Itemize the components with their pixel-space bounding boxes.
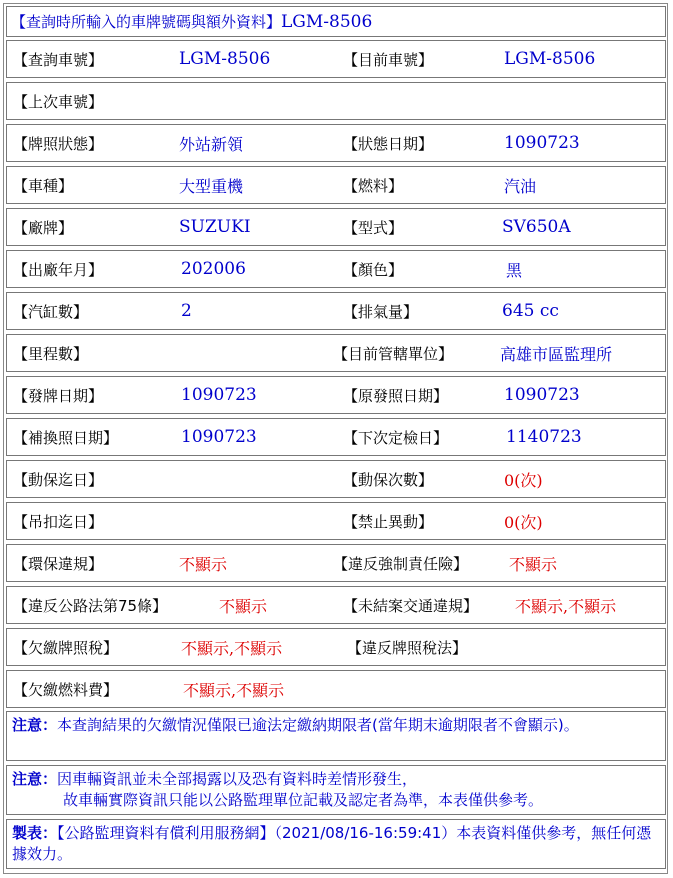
open-traffic-violation-label: 【未結案交通違規】 [343, 596, 479, 615]
row-mileage-office [6, 334, 666, 372]
vehicle-type-value: 大型重機 [179, 176, 244, 196]
row-type-fuel [6, 166, 666, 204]
color-label: 【顏色】 [343, 260, 404, 279]
unpaid-license-tax-value: 不顯示,不顯示 [181, 638, 283, 658]
query-plate-label: 【查詢車號】 [13, 50, 104, 69]
license-tax-violation-label: 【違反牌照稅法】 [347, 638, 468, 657]
issue-date-label: 【發牌日期】 [13, 386, 104, 405]
insurance-violation-label: 【違反強制責任險】 [333, 554, 469, 573]
row-previous-plate [6, 82, 666, 120]
current-plate-label: 【目前車號】 [343, 50, 434, 69]
footer-label: 製表： [12, 824, 58, 842]
current-plate-value: LGM-8506 [504, 49, 596, 69]
reissue-date-label: 【補換照日期】 [13, 428, 119, 447]
env-violation-label: 【環保違規】 [13, 554, 104, 573]
model-label: 【型式】 [343, 218, 404, 237]
office-value: 高雄市區監理所 [500, 344, 613, 364]
query-plate-value: LGM-8506 [179, 49, 271, 69]
note-disclaimer [6, 765, 666, 815]
lien-until-label: 【動保迄日】 [13, 470, 104, 489]
displacement-value: 645 cc [502, 301, 559, 321]
cylinders-label: 【汽缸數】 [13, 302, 89, 321]
note2-line1: 因車輛資訊並未全部揭露以及恐有資料時差情形發生， [57, 770, 418, 788]
row-make-model [6, 208, 666, 246]
make-value: SUZUKI [179, 217, 251, 237]
unpaid-fuel-fee-value: 不顯示,不顯示 [183, 680, 285, 700]
revoked-until-label: 【吊扣迄日】 [13, 512, 104, 531]
art75-violation-label: 【違反公路法第75條】 [13, 596, 168, 615]
transfer-banned-label: 【禁止異動】 [343, 512, 434, 531]
plate-status-label: 【牌照狀態】 [13, 134, 104, 153]
transfer-banned-value: 0(次) [504, 512, 543, 532]
row-revoked [6, 502, 666, 540]
row-reissue-inspection [6, 418, 666, 456]
cylinders-value: 2 [181, 301, 192, 321]
row-fuel-fee [6, 670, 666, 708]
unpaid-fuel-fee-label: 【欠繳燃料費】 [13, 680, 119, 699]
env-violation-value: 不顯示 [179, 554, 228, 574]
row-cyl-disp [6, 292, 666, 330]
plate-status-value: 外站新領 [179, 134, 244, 154]
insurance-violation-value: 不顯示 [509, 554, 558, 574]
note2-label: 注意： [12, 770, 58, 788]
header-plate: LGM-8506 [281, 11, 373, 32]
next-inspection-value: 1140723 [506, 427, 582, 447]
header-row [6, 6, 666, 37]
vehicle-type-label: 【車種】 [13, 176, 74, 195]
reissue-date-value: 1090723 [181, 427, 257, 447]
previous-plate-label: 【上次車號】 [13, 92, 104, 111]
row-lien [6, 460, 666, 498]
row-issue-dates [6, 376, 666, 414]
make-label: 【廠牌】 [13, 218, 74, 237]
color-value: 黑 [506, 260, 523, 280]
lien-count-label: 【動保次數】 [343, 470, 434, 489]
status-date-value: 1090723 [504, 133, 580, 153]
note-overdue [6, 711, 666, 761]
model-value: SV650A [502, 217, 571, 237]
row-status [6, 124, 666, 162]
next-inspection-label: 【下次定檢日】 [343, 428, 449, 447]
note1-label: 注意： [12, 716, 58, 734]
status-date-label: 【狀態日期】 [343, 134, 434, 153]
row-mfg-color [6, 250, 666, 288]
row-art75-traffic [6, 586, 666, 624]
header-title [11, 7, 372, 36]
original-issue-date-value: 1090723 [504, 385, 580, 405]
issue-date-value: 1090723 [181, 385, 257, 405]
row-license-tax [6, 628, 666, 666]
art75-violation-value: 不顯示 [219, 596, 268, 616]
open-traffic-violation-value: 不顯示,不顯示 [515, 596, 617, 616]
unpaid-license-tax-label: 【欠繳牌照稅】 [13, 638, 119, 657]
lien-count-value: 0(次) [504, 470, 543, 490]
mfg-date-value: 202006 [181, 259, 246, 279]
fuel-value: 汽油 [504, 176, 537, 196]
fuel-label: 【燃料】 [343, 176, 404, 195]
row-plates [6, 40, 666, 78]
footer-text: 【公路監理資料有償利用服務網】（2021/08/16-16:59:41）本表資料僅供參考，無任何憑據效力。 [12, 824, 652, 863]
footer-note [6, 819, 666, 869]
header-label: 【查詢時所輸入的車牌號碼與額外資料】 [11, 13, 282, 31]
office-label: 【目前管轄單位】 [333, 344, 454, 363]
mileage-label: 【里程數】 [13, 344, 89, 363]
row-env-insurance [6, 544, 666, 582]
note2-line2: 故車輛實際資訊只能以公路監理單位記載及認定者為準，本表僅供參考。 [63, 791, 544, 809]
note1-text: 本查詢結果的欠繳情況僅限已逾法定繳納期限者(當年期末逾期限者不會顯示)。 [57, 716, 579, 734]
displacement-label: 【排氣量】 [343, 302, 419, 321]
original-issue-date-label: 【原發照日期】 [343, 386, 449, 405]
mfg-date-label: 【出廠年月】 [13, 260, 104, 279]
